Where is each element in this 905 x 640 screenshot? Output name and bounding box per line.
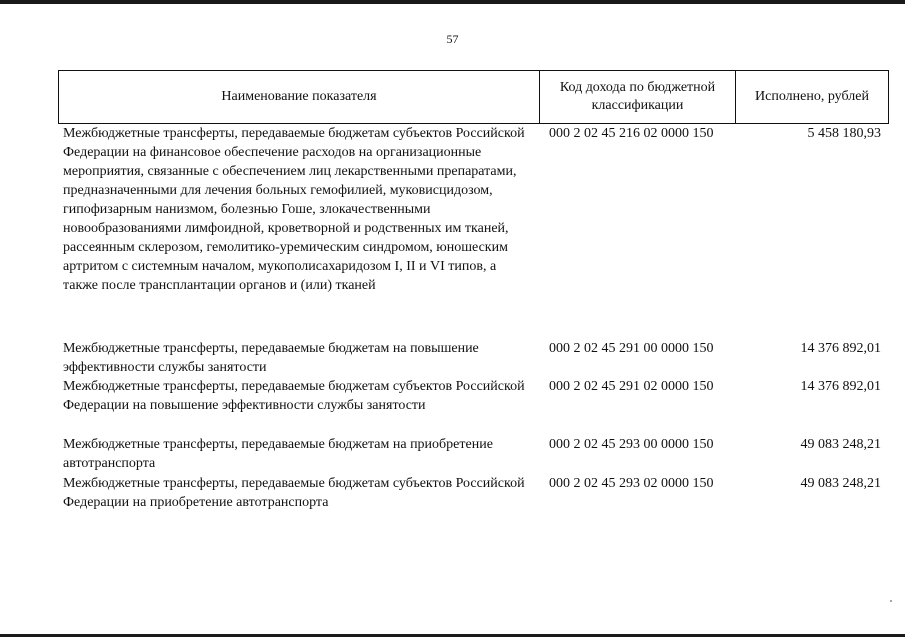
row-executed-amount: 14 376 892,01 bbox=[800, 341, 881, 356]
row-executed-amount: 49 083 248,21 bbox=[800, 476, 881, 491]
row-indicator-name: Межбюджетные трансферты, передаваемые бюджетам субъектов Российской Федерации на повышение эффективности службы занятости bbox=[63, 379, 525, 413]
row-executed-amount: 5 458 180,93 bbox=[807, 126, 881, 141]
row-indicator-name: Межбюджетные трансферты, передаваемые бюджетам на приобретение автотранспорта bbox=[63, 437, 493, 471]
header-executed-amount: Исполнено, рублей bbox=[755, 89, 869, 104]
row-executed-amount: 14 376 892,01 bbox=[800, 379, 881, 394]
scan-speck bbox=[890, 600, 892, 602]
header-budget-code: Код дохода по бюджетной классификации bbox=[540, 71, 736, 123]
table-header bbox=[58, 70, 889, 124]
row-executed-amount: 49 083 248,21 bbox=[800, 437, 881, 452]
row-budget-code: 000 2 02 45 293 00 0000 150 bbox=[549, 437, 714, 452]
page-number: 57 bbox=[446, 32, 459, 46]
row-budget-code: 000 2 02 45 291 02 0000 150 bbox=[549, 379, 714, 394]
row-budget-code: 000 2 02 45 291 00 0000 150 bbox=[549, 341, 714, 356]
row-indicator-name: Межбюджетные трансферты, передаваемые бюджетам субъектов Российской Федерации на финансовое обеспечение расходов на организационные мероприятия, связанные с обеспечением лиц лекарственными препаратами, предназначенными для лечения больных гемофилией, муковисцидозом, гипофизарным нанизмом, болезнью Гоше, злокачественными новообразованиями лимфоидной, кроветворной и родственных им тканей, рассеянным склерозом, гемолитико-уремическим синдромом, юношеским артритом с системным началом, мукополисахаридозом I, II и VI типов, а также после трансплантации органов и (или) тканей bbox=[63, 126, 525, 293]
scan-top-border bbox=[0, 0, 905, 4]
row-indicator-name: Межбюджетные трансферты, передаваемые бюджетам на повышение эффективности службы занятости bbox=[63, 341, 479, 375]
scan-bottom-border bbox=[0, 634, 905, 637]
header-indicator-name: Наименование показателя bbox=[59, 71, 540, 123]
row-indicator-name: Межбюджетные трансферты, передаваемые бюджетам субъектов Российской Федерации на приобретение автотранспорта bbox=[63, 476, 525, 510]
row-budget-code: 000 2 02 45 293 02 0000 150 bbox=[549, 476, 714, 491]
row-budget-code: 000 2 02 45 216 02 0000 150 bbox=[549, 126, 714, 141]
